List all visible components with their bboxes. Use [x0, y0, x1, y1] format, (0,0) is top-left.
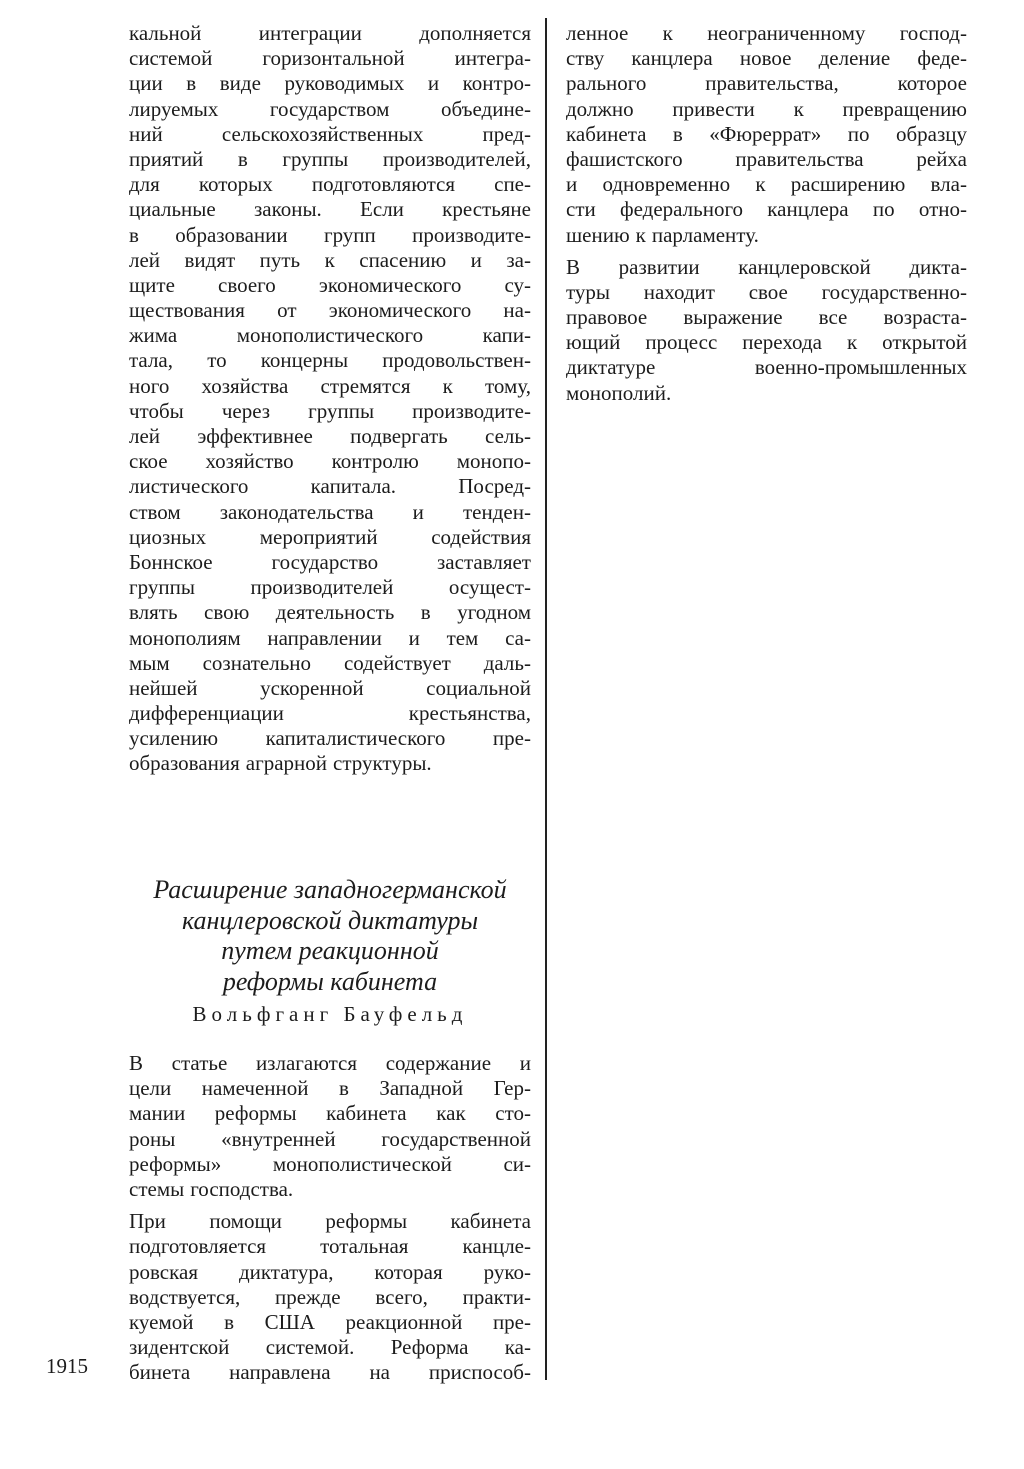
word: канцлеровской — [738, 254, 871, 279]
word: виде — [219, 71, 261, 96]
text-line — [129, 1310, 531, 1335]
word: и — [470, 247, 482, 272]
word: практи- — [462, 1284, 531, 1309]
word: свое — [748, 279, 788, 304]
word: ское — [129, 449, 168, 474]
text-line — [566, 46, 967, 71]
text-line — [566, 280, 967, 305]
word: водствуется, — [129, 1284, 241, 1309]
word: жима — [129, 323, 178, 348]
word: правительства, — [705, 71, 839, 96]
word: прежде — [275, 1284, 341, 1309]
word: реформы» — [129, 1151, 222, 1176]
word: деятельность — [275, 600, 395, 625]
text-line — [566, 71, 967, 96]
word: парламенту. — [651, 222, 759, 247]
text-line — [129, 1360, 531, 1385]
text-line — [129, 500, 531, 525]
word: и — [519, 1051, 531, 1075]
word: правительства — [735, 146, 864, 171]
word: чтобы — [129, 398, 184, 423]
word: от — [277, 298, 297, 323]
word: туры — [566, 279, 611, 304]
word: крестьяне — [442, 197, 531, 222]
word: которое — [897, 71, 967, 96]
word: производите- — [412, 222, 531, 247]
word: При — [129, 1209, 166, 1234]
word: расширению — [790, 172, 906, 197]
word: рального — [566, 71, 647, 96]
word: к — [755, 172, 766, 197]
word: стремятся — [320, 373, 411, 398]
text-line — [129, 550, 531, 575]
word: мым — [129, 650, 170, 675]
text-line — [129, 348, 531, 373]
text-line — [129, 223, 531, 248]
word: щите — [129, 272, 175, 297]
word: в — [672, 121, 683, 146]
text-line — [129, 122, 531, 147]
text-line — [566, 305, 967, 330]
word: помощи — [209, 1209, 282, 1234]
text-line — [129, 651, 531, 676]
word: законы. — [253, 197, 322, 222]
word: «Фюреррат» — [709, 121, 822, 146]
word: государственно- — [821, 279, 967, 304]
word: ний — [129, 121, 163, 146]
article-title-line: путем реакционной — [221, 936, 439, 965]
word: в — [420, 600, 431, 625]
word: подготовляется — [129, 1234, 267, 1259]
word: руководимых — [284, 71, 405, 96]
text-line — [129, 1209, 531, 1234]
word: по — [847, 121, 870, 146]
word: находит — [643, 279, 715, 304]
word: государством — [269, 96, 390, 121]
text-line — [129, 424, 531, 449]
text-line — [129, 147, 531, 172]
word: монополистического — [236, 323, 424, 348]
word: угодном — [457, 600, 531, 625]
word: все — [818, 305, 848, 330]
text-line — [129, 1051, 531, 1076]
word: господства. — [190, 1176, 294, 1201]
text-line — [129, 474, 531, 499]
column-divider — [545, 18, 547, 1380]
text-line — [566, 97, 967, 122]
word: сознательно — [202, 650, 312, 675]
word: тому, — [485, 373, 531, 398]
word: образцу — [895, 121, 967, 146]
word: группы — [129, 575, 195, 600]
word: пре- — [492, 1309, 531, 1334]
word: ка- — [504, 1335, 531, 1360]
word: в — [224, 1309, 234, 1334]
word: фашистского — [566, 146, 683, 171]
word: деление — [818, 46, 891, 71]
word: лей — [129, 247, 161, 272]
word: отно- — [918, 197, 967, 222]
word: всего, — [375, 1284, 428, 1309]
article-abstract — [129, 1051, 531, 1385]
word: реформы — [325, 1209, 408, 1234]
paragraph-gap — [129, 1202, 531, 1209]
word: тем — [446, 625, 479, 650]
word: спасению — [359, 247, 447, 272]
word: продовольствен- — [382, 348, 531, 373]
word: тенден- — [462, 499, 531, 524]
paragraph-gap — [566, 248, 967, 255]
text-line — [566, 172, 967, 197]
word: ющий — [566, 330, 621, 355]
word: тала, — [129, 348, 173, 373]
word: горизонтальной — [262, 46, 405, 71]
word: производителей, — [382, 146, 531, 171]
article-author: Вольфганг Бауфельд — [192, 1002, 468, 1026]
word: пред- — [482, 121, 531, 146]
word: крестьянства, — [408, 701, 531, 726]
word: военно-промышленных — [754, 355, 967, 380]
text-line — [566, 381, 967, 406]
word: то — [207, 348, 227, 373]
word: са- — [505, 625, 531, 650]
word: ровская — [129, 1259, 198, 1284]
word: социальной — [426, 675, 531, 700]
word: куемой — [129, 1309, 194, 1334]
word: циальные — [129, 197, 216, 222]
word: в — [186, 71, 197, 96]
word: производителей — [250, 575, 394, 600]
word: статье — [171, 1051, 228, 1075]
word: В — [129, 1051, 144, 1075]
word: стемы — [129, 1176, 185, 1201]
word: лей — [129, 424, 161, 448]
word: содействия — [431, 524, 531, 549]
word: в — [237, 146, 248, 171]
text-line — [129, 676, 531, 701]
word: привести — [672, 96, 755, 121]
text-line — [129, 172, 531, 197]
word: феде- — [917, 46, 967, 71]
article-title-line: Расширение западногерманской — [153, 875, 507, 904]
word: шению — [566, 222, 630, 247]
word: «внутренней — [221, 1126, 336, 1151]
word: осущест- — [448, 575, 531, 600]
word: и — [427, 71, 440, 96]
word: развитии — [618, 254, 700, 279]
word: Гер- — [493, 1076, 531, 1101]
text-line — [566, 122, 967, 147]
text-line — [129, 1127, 531, 1152]
word: которая — [374, 1259, 443, 1284]
word: системой. — [265, 1335, 355, 1360]
text-line — [129, 248, 531, 273]
word: ного — [129, 373, 170, 398]
word: выражение — [683, 305, 783, 330]
text-line — [129, 575, 531, 600]
word: государственной — [381, 1126, 531, 1151]
word: дикта- — [909, 254, 967, 279]
word: кабинета — [450, 1209, 531, 1234]
word: хозяйства — [201, 373, 289, 398]
word: возраста- — [883, 305, 967, 330]
word: мероприятий — [259, 524, 378, 549]
word: кальной — [129, 21, 202, 45]
word: для — [129, 172, 160, 197]
word: хозяйство — [205, 449, 294, 474]
text-line — [566, 255, 967, 280]
word: образования — [129, 751, 240, 776]
word: роны — [129, 1126, 176, 1151]
word: ленное — [566, 21, 629, 45]
word: содержание — [385, 1051, 492, 1075]
word: свою — [204, 600, 250, 625]
text-line — [129, 1285, 531, 1310]
word: образовании — [175, 222, 288, 247]
word: сель- — [485, 424, 531, 448]
article-title-line: реформы кабинета — [222, 966, 438, 996]
word: излагаются — [255, 1051, 358, 1075]
text-line — [566, 355, 967, 380]
text-line — [129, 751, 531, 776]
word: монопо- — [456, 449, 531, 474]
word: дополняется — [419, 21, 531, 45]
word: заставляет — [437, 549, 531, 574]
text-line — [129, 21, 531, 46]
text-line — [129, 1335, 531, 1360]
word: кабинета — [566, 121, 647, 146]
word: государство — [271, 549, 379, 574]
word: ществования — [129, 298, 245, 323]
word: приятий — [129, 146, 204, 171]
text-line — [129, 323, 531, 348]
word: Если — [360, 197, 404, 222]
word: Реформа — [390, 1335, 469, 1360]
word: Западной — [379, 1076, 464, 1101]
word: приспособ- — [428, 1360, 531, 1385]
page-number: 1915 — [46, 1354, 88, 1378]
word: бинета — [129, 1360, 191, 1385]
word: и — [408, 625, 420, 650]
article-title — [129, 875, 531, 997]
text-line — [129, 1260, 531, 1285]
text-line — [129, 1152, 531, 1177]
word: пре- — [492, 726, 531, 751]
text-line — [129, 374, 531, 399]
word: открытой — [882, 330, 967, 355]
word: рейха — [916, 146, 967, 171]
word: своего — [218, 272, 276, 297]
word: диктатура, — [238, 1259, 334, 1284]
word: системой — [129, 46, 213, 71]
word: как — [436, 1101, 466, 1126]
word: к — [635, 222, 646, 247]
word: монополий. — [566, 380, 672, 405]
word: мании — [129, 1101, 186, 1126]
word: подготовляются — [311, 172, 456, 197]
word: направлена — [229, 1360, 331, 1385]
word: превращению — [842, 96, 967, 121]
word: канцлера — [767, 197, 849, 222]
word: интеграции — [258, 21, 362, 45]
word: реакционной — [345, 1309, 463, 1334]
word: лируемых — [129, 96, 219, 121]
word: подвергать — [350, 424, 448, 448]
word: групп — [323, 222, 376, 247]
word: эффективнее — [197, 424, 313, 448]
word: экономического — [328, 298, 472, 323]
text-line — [129, 298, 531, 323]
word: кабинета — [326, 1101, 407, 1126]
word: интегра- — [454, 46, 531, 71]
word: контро- — [462, 71, 531, 96]
text-line — [129, 273, 531, 298]
word: к — [846, 330, 858, 355]
text-line — [129, 726, 531, 751]
word: ству — [566, 46, 605, 71]
word: господ- — [899, 21, 967, 45]
word: циозных — [129, 524, 207, 549]
text-line — [129, 399, 531, 424]
text-line — [129, 1177, 531, 1202]
word: путь — [259, 247, 301, 272]
word: правовое — [566, 305, 648, 330]
text-line — [129, 626, 531, 651]
word: аграрной — [245, 751, 328, 776]
word: экономического — [318, 272, 462, 297]
word: сти — [566, 197, 596, 222]
word: капитала. — [310, 474, 397, 499]
word: сельскохозяйственных — [221, 121, 424, 146]
word: по — [872, 197, 895, 222]
word: зидентской — [129, 1335, 230, 1360]
word: ством — [129, 499, 181, 524]
word: на — [369, 1360, 390, 1385]
word: дифференциации — [129, 701, 284, 726]
word: к — [442, 373, 453, 398]
word: намеченной — [201, 1076, 309, 1101]
word: Посред- — [458, 474, 531, 499]
word: объедине- — [440, 96, 531, 121]
word: на- — [503, 298, 531, 323]
word: в — [129, 222, 139, 247]
word: законодательства — [219, 499, 374, 524]
word: содействует — [343, 650, 451, 675]
word: реформы — [214, 1101, 297, 1126]
word: руко- — [483, 1259, 531, 1284]
word: листического — [129, 474, 249, 499]
word: к — [793, 96, 804, 121]
word: процесс — [645, 330, 718, 355]
word: сто- — [495, 1101, 531, 1126]
word: ции — [129, 71, 163, 96]
word: канцлера — [631, 46, 713, 71]
word: канцле- — [462, 1234, 531, 1259]
text-line — [129, 71, 531, 96]
word: си- — [503, 1151, 531, 1176]
word: Боннское — [129, 549, 213, 574]
text-line — [566, 330, 967, 355]
word: усилению — [129, 726, 219, 751]
text-line — [129, 1234, 531, 1259]
word: неограниченному — [707, 21, 866, 45]
word: федерального — [620, 197, 744, 222]
text-line — [566, 147, 967, 172]
word: даль- — [483, 650, 531, 675]
word: тотальная — [320, 1234, 409, 1259]
word: США — [264, 1309, 315, 1334]
text-line — [129, 97, 531, 122]
word: В — [566, 254, 581, 279]
word: концерны — [260, 348, 349, 373]
text-line — [129, 525, 531, 550]
text-line — [566, 197, 967, 222]
left-column-text — [129, 21, 531, 777]
right-column-text — [566, 21, 967, 406]
text-line — [129, 1076, 531, 1101]
word: производите- — [412, 398, 531, 423]
text-line — [566, 21, 967, 46]
word: которых — [198, 172, 273, 197]
word: монополистической — [272, 1151, 452, 1176]
word: за- — [506, 247, 531, 272]
word: контролю — [331, 449, 419, 474]
word: монополиям — [129, 625, 241, 650]
word: новое — [739, 46, 792, 71]
word: и — [566, 172, 578, 197]
word: через — [221, 398, 271, 423]
word: вла- — [930, 172, 967, 197]
word: направлении — [267, 625, 382, 650]
word: и — [412, 499, 424, 524]
word: ускоренной — [260, 675, 364, 700]
word: капиталистического — [265, 726, 446, 751]
word: в — [338, 1076, 349, 1101]
word: диктатуре — [566, 355, 656, 380]
text-line — [129, 600, 531, 625]
word: цели — [129, 1076, 172, 1101]
word: группы — [282, 146, 349, 171]
word: должно — [566, 96, 634, 121]
article-title-line: канцлеровской диктатуры — [181, 905, 479, 935]
word: группы — [308, 398, 375, 423]
word: влять — [129, 600, 178, 625]
text-line — [129, 46, 531, 71]
text-line — [129, 449, 531, 474]
word: капи- — [482, 323, 531, 348]
word: одновременно — [602, 172, 731, 197]
word: структуры. — [333, 751, 432, 776]
text-line — [566, 223, 967, 248]
word: перехода — [742, 330, 822, 355]
word: к — [324, 247, 335, 272]
word: спе- — [494, 172, 531, 197]
word: нейшей — [129, 675, 198, 700]
text-line — [129, 197, 531, 222]
word: к — [662, 21, 673, 45]
text-line — [129, 1101, 531, 1126]
text-line — [129, 701, 531, 726]
word: видят — [184, 247, 236, 272]
word: су- — [504, 272, 531, 297]
